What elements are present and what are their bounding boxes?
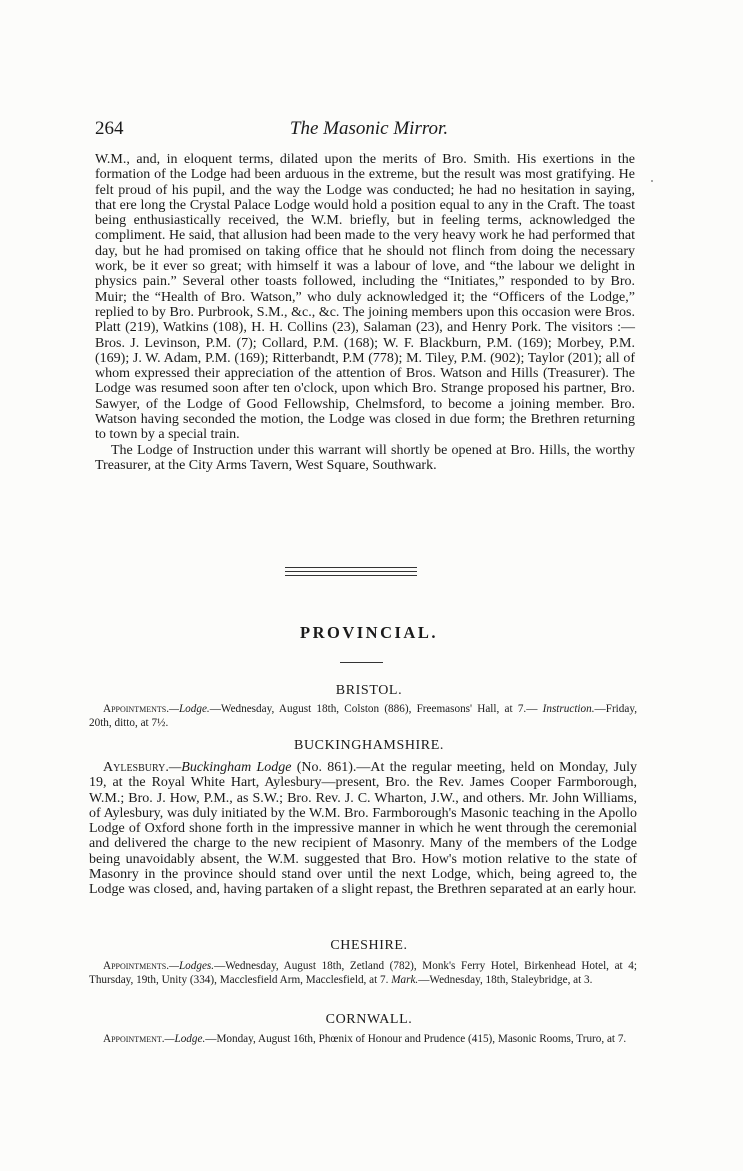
- report-lead: Aylesbury.: [103, 760, 169, 775]
- article-paragraph-closing: The Lodge of Instruction under this warrant will shortly be opened at Bro. Hills, the worthy Treasurer, at the City Arms Tavern, West Square, Southwark.: [95, 442, 635, 473]
- report-text: (No. 861).—At the regular meeting, held on Monday, July 19, at the Royal White Hart, Aylesbury—present, Bro. the Rev. James Cooper Farmborough, W.M.; Bro. J. How, P.M., as S.W.; Bro. Rev. J. C. Wharton, J.W., and others. Mr. John Williams, of Aylesbury, was duly initiated by the W.M. Bro. Farmborough's Masonic teaching in the Apollo Lodge of Oxford shone forth in the impressive manner in which he went through the ceremonial and delivered the charge to the new recipient of Masonry. Many of the members of the Lodge being unavoidably absent, the W.M. suggested that Bro. How's motion relative to the state of Masonry in the province should stand over until the next Lodge, which, being agreed to, the Lodge was closed, and, having partaken of a slight repast, the Brethren separated at an early hour.: [89, 760, 637, 898]
- region-heading-bristol: BRISTOL.: [335, 683, 403, 698]
- section-heading: PROVINCIAL.: [300, 623, 438, 642]
- notice-lead-italic: —Lodge.: [169, 703, 210, 715]
- heading-rule: [340, 662, 383, 663]
- bristol-notice: [89, 703, 637, 730]
- notice-lead-italic: —Lodges.: [169, 960, 215, 972]
- running-title: The Masonic Mirror.: [289, 118, 449, 139]
- notice-text-2: —Friday, 20th, ditto, at 7½.: [89, 703, 637, 729]
- paper-speck: [651, 180, 653, 182]
- notice-italic: Instruction.: [542, 703, 595, 715]
- continued-article: [95, 152, 635, 473]
- notice-text: —Wednesday, August 18th, Colston (886), Freemasons' Hall, at 7.—: [209, 703, 538, 715]
- notice-lead: Appointments.: [103, 960, 169, 972]
- buckinghamshire-report: [89, 760, 637, 898]
- article-paragraph: W.M., and, in eloquent terms, dilated upon the merits of Bro. Smith. His exertions in the formation of the Lodge had been arduous in the extreme, but the result was most gratifying. He felt proud of his pupil, and the way the Lodge was conducted; he had no hesitation in saying, that ere long the Crystal Palace Lodge would hold a position equal to any in the Craft. The toast being enthusiastically received, the W.M. briefly, but in feeling terms, acknowledged the compliment. He said, that allusion had been made to the very heavy work he had performed that day, but he had promised on taking office that he should not flinch from doing the necessary work, be it ever so great; with himself it was a labour of love, and “the labour we delight in physics pain.” Several other toasts followed, including the “Initiates,” responded to by Bro. Muir; the “Health of Bro. Watson,” who duly acknowledged it; the “Officers of the Lodge,” replied to by Bro. Purbrook, S.M., &c., &c. The joining members upon this occasion were Bros. Platt (219), Watkins (108), H. H. Collins (23), Salaman (23), and Henry Pork. The visitors :—Bros. J. Levinson, P.M. (7); Collard, P.M. (168); W. F. Blackburn, P.M. (169); Morbey, P.M. (169); J. W. Adam, P.M. (169); Ritterbandt, P.M (778); M. Tiley, P.M. (902); Taylor (201); all of whom expressed their appreciation of the attention of Bros. Watson and Hills (Treasurer). The Lodge was resumed soon after ten o'clock, upon which Bro. Strange proposed his partner, Bro. Sawyer, of the Lodge of Good Fellowship, Chelmsford, to become a joining member. Bro. Watson having seconded the motion, the Lodge was closed in due form; the Brethren returning to town by a special train.: [95, 152, 635, 443]
- cheshire-notice: [89, 960, 637, 987]
- region-heading-cheshire: CHESHIRE.: [330, 938, 408, 953]
- section-divider: [285, 567, 417, 579]
- notice-text: —Wednesday, August 18th, Zetland (782), Monk's Ferry Hotel, Birkenhead Hotel, at 4; Thursday, 19th, Unity (334), Macclesfield Arm, Macclesfield, at 7.: [89, 960, 637, 986]
- notice-italic: Mark.: [391, 973, 419, 986]
- page-number: 264: [95, 118, 124, 139]
- notice-text: —Monday, August 16th, Phœnix of Honour and Prudence (415), Masonic Rooms, Truro, at 7.: [205, 1033, 627, 1045]
- region-heading-cornwall: CORNWALL.: [325, 1012, 413, 1027]
- running-head: [95, 118, 643, 142]
- region-heading-buckinghamshire: BUCKINGHAMSHIRE.: [294, 738, 444, 753]
- notice-text-2: —Wednesday, 18th, Stalеybridge, at 3.: [418, 973, 593, 986]
- notice-lead-italic: —Lodge.: [164, 1033, 206, 1045]
- notice-lead: Appointment.: [103, 1033, 165, 1045]
- cornwall-notice: [89, 1033, 637, 1047]
- report-lead-italic: —Buckingham Lodge: [168, 760, 292, 775]
- notice-lead: Appointments.: [103, 703, 169, 715]
